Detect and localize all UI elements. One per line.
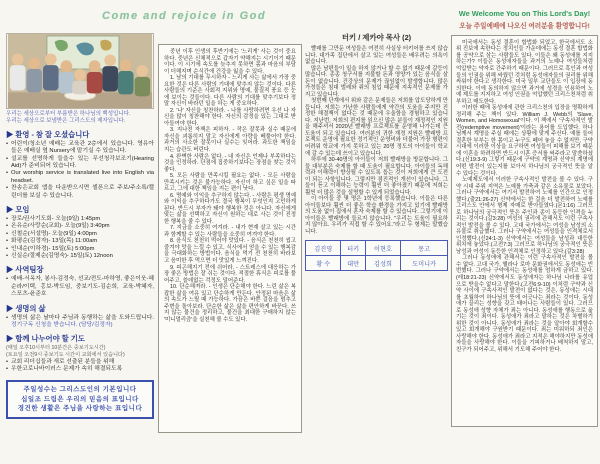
ministry-leaders-section (6, 265, 154, 298)
prayer-list (6, 359, 154, 374)
life-of-life-list (6, 315, 154, 330)
life-of-life-highlight: 정기구독 신청을 받습니다. (담당/김정자) (11, 322, 113, 329)
homosexuality-paragraph: 그러나 동성애에 관해서는 이런 구속사적인 발전을 볼 수 없다. 고대 국가, 헬라나 로마 문화권에서도 동성애는 빈번했다. 그러나 구약에서는 동성애를 엄하게 금하고 있다.(레18:21-23) 신약에서도 동성애자는 하나님 나라를 유업으로 받을수 없다고 말한다.(고전6:9-10) 이처럼 구약과 신약 사이에 구속사적인 발전이 없다는 것은, 동성애는 시대를 초월하여 하나님의 뜻에 어긋나는 죄라는 것이다. 동성애가 끌리는 성향을 갖고 태어나는 사람들이 있다. 그러므로 동성애 성향 자체가 죄는 아니다. 동성애를 행동으로 옮기는 것이 죄이다. 동성애가 죄라고 말하는 것은 차별하기 위한 것이 아니다. 동성애가 죄라는 것을 알아야 회개할수 있고 회개해야 구원받기 때문이다. 죄는 미워하되 죄인은 사랑해야 한다. 동성애가 죄라고 지적은 해야하지만 동성애자들을 사랑해야 한다. 이들을 기피하거나 배척하지 말고, 친구가 되어주고, 위해서 기도해 주어야 한다. (456, 255, 593, 353)
slow-life-paragraph: 5. 모든 사람을 만족시킬 필요는 없다. - 모든 사람을 만족시키는 것은 불가능하다. 자신이 하고 싶은 일을 따르고, 그에 대한 책임을 지는 편이 낫다. (164, 173, 296, 193)
missionary-name: 이현호 (365, 241, 400, 256)
life-of-life-item (6, 315, 154, 330)
life-of-life-section (6, 304, 154, 330)
slow-life-paragraph: 6. 명예와 이익을 추구하지 않는다. - 사람은 평생 명예와 이익을 추구하다가도 결국 행복이 무엇인지 고민하게 된다. 반드시 부자가 돼야 행복한 것은 아니다. 자신에게 맞는 삶을 선택하고 자신이 원하는 대로 사는 것이 진정한 행복을 줄 수 있다. (164, 192, 296, 225)
welcome-section-title: ▶ 환영 - 참 잘 오셨습니다 (6, 129, 90, 139)
slow-life-paragraph: 9. 피곤해지기 전에 쉬어라. - 스트레스에 대응하는 가장 좋은 방법은 잘 쉬는 것이다. 적절한 휴식은 피로를 풀어주고, 쓸데없는 걱정도 덜어준다. (164, 264, 296, 284)
prayer-section-title: ▶ 함께 나누어야 할 기도 (6, 334, 85, 344)
meeting-item: • 신철순(서설명)- 오늘(9일) 4:00pm (6, 231, 154, 238)
table-row (306, 256, 448, 271)
slow-life-paragraph: 8. 음식도 천천히 먹어야 맛있다. - 음식은 천천히 씹고 즐겨야 맛을 느낄 수 있고, 식사에서 얻을 수 있는 행복감을 극대화하는 방법이다. 음식을 먹기 전 천천히 바라보고 음미한 후 먹으면 더 맛있게 느껴진다. (164, 238, 296, 264)
missionary-column (305, 32, 448, 462)
missionaries-table (305, 240, 448, 271)
prayer-item: • 우한코로나바이러스 문제가 속히 해결되도록 (6, 366, 154, 373)
life-of-life-title: ▶ 생명의 삶 (6, 303, 46, 313)
slow-life-paragraph: 4. 완벽한 사람은 없다. - 내 자신은 언제나 부족하다는 것을 인정하라. 단점에 집중하기보다는 장점을 찾는 것이 좋다. (164, 153, 296, 173)
missionary-article-title: 터키 / 제카야 목사 (2) (341, 33, 412, 42)
prayer-note-1: (매일 오후10시부터 10분간은 중보기도시간) (6, 345, 106, 352)
welcome-item: • 찬송은교회 앱을 다운받으시면 셀폰으로 주보/주소록/캘린더를 보실 수 있습니다. (6, 185, 154, 200)
meeting-item: • 온유순/사랑순(교회)- 오늘(9일) 3:40pm (6, 223, 154, 230)
pledge-box (6, 380, 154, 419)
welcome-header-korean: 오늘 주일예배에 나오신 여러분을 환영합니다! (459, 22, 590, 30)
welcome-item: • 설교를 선명하게 들을수 있는 무선청각보조기(Hearing Aid)가 준비되어 있습니다. (6, 156, 154, 171)
bulletin-banner: Come and rejoice in God (102, 10, 267, 22)
missionary-name: 황 수 (306, 256, 341, 271)
missionary-name: 김진영 (306, 241, 341, 256)
slow-life-article-box (158, 44, 302, 433)
pledge-line-1: 주일성수는 그리스도인의 기본입니다 (23, 385, 137, 393)
missionary-name: 김성희 (365, 256, 400, 271)
slow-life-paragraph: 중년 이후 인생의 후반기에는 '느리게' 사는 것이 중요하다. 중년은 신체적으로 갑자기 약해지는 시기이기 때문이다. 이 시기에 속도를 늦추지 못하면 몸과 마음의 부담이 더해지며 순식간에 건강을 잃을 수 있다. (164, 49, 296, 75)
meeting-item: • 신실순/절제순(김명숙)- 15일(토) 12noon (6, 253, 154, 260)
pledge-line-2: 십일조 드림은 우리의 믿음의 표입니다 (21, 395, 139, 403)
missionary-paragraph: 빨래를 그만둔 여성들은 여전히 사실상 터키어를 쓰지 않습니다. 대가족 집단에서 살고 있는 여성들은 배우려는 의욕이 없습니다. (305, 46, 448, 66)
meetings-section-title: ▶ 모임 (6, 205, 30, 214)
left-column (6, 33, 154, 419)
missionary-paragraph: 이 아이들 중 몇 명은 1학년에 등록했습니다. 이들은 다른 아이들보다 훨씬 더 좋은 학습 환경을 가지고 있기에 빨래방의 도움 없이 집에서 혼자 숙제를 할 수 있습니다. 그렇기에 이 아이들은 빨래방에 들르지 않습니다. "우리는 도움이 필요하지 않아요. 우리가 직접 할 수 있어요."라고 두 형제는 말했습니다. (305, 196, 448, 235)
photo-caption-line1: 우리는 세상으로부터 부름받은 하나님의 백성입니다. (6, 111, 131, 117)
meeting-item: • 화평순(김정자)- 13일(목) 11:00am (6, 238, 154, 245)
missionary-country: 터키 (341, 241, 365, 256)
homosexuality-paragraph: 이러한 때에 동성애에 관한 크리스천의 입장을 명확하게 정리해 주는 책이 있다. William J. Webb의 'Slave, Women, and Homosexual'이다. 이 책에서 '구속사적인 발전(redemptive movement)'이라는 용어를 도입했다. 하나님께서 계명을 주실 때에는 상황에 맞게 주신다. 예를 들어 결혼한 부부는 한 몸이고 누구도 떼어 놓을 수 없지만, 구약 시대에 이러한 이상을 요구하면 여성들이 피해를 보기 때문에 이혼을 하려하면 반드시 이혼 증서를 써주라고 말씀하셨다.(신19:3-9) 그렇기 때문에 구약의 계명과 신약의 계명에 어떤 발전이 있는지를 보아서 하나님의 궁극적인 뜻을 알 수 있다는 것이다. (456, 105, 593, 177)
missionary-paragraph: 많은 남편들이 일을 하지 않거나 할 수 없기 때문에 갈등이 많습니다. 종종 청구서를 지불할 돈과 영양가 있는 음식을 살 돈이 없습니다. 건강상의 문제가 끊임없이 발생합니다. 많은 가정들은 침대 벌레와 쥐의 침입 때문에 지속적인 문제를 가지고 있습니다. (305, 65, 448, 98)
meeting-item: • 장로/권사기도회- 오늘(9일) 1:45pm (6, 216, 154, 223)
homosexuality-paragraph: 미국에서는 동성 결혼이 합법화 되었고, 한국에서도 소위 진보에 속한다는 정치인들 가운데에는 동성 결혼 합법화를 공약으로 삼는 사람들도 있다. 이들은 왜 동성애를 지지하는가? 이들은 동성애자들을 과거의 노예나 여성들처럼 억압받는 약자로 간주하기 때문이다. 그러므로 흑인과 여성들의 인권을 위해 싸웠던 것처럼 동성애자들의 권리를 위해 싸워야 한다고 생각한다. 미국 일부 교단들도 이 입장에 동의한다. 이에 동의하지 않으면 과거에 성경을 인용하여 노예 제도를 지지하고 여성 인권을 억압했던 크리스천처럼 취부하고 매도한다. (456, 39, 593, 105)
missionary-country: 도미니카 (401, 256, 448, 271)
photo-caption-line2: 우리는 세상으로 보냄받은 그리스도의 제자입니다. (6, 117, 126, 124)
welcome-header-english: We Welcome You on This Lord's Day! (458, 9, 591, 18)
ministry-leaders-title: ▶ 사역팀장 (6, 265, 44, 275)
welcome-item: • 어린이/청소년 예배는 교육관 2층에서 있습니다. 영유아들은 예배실 옆 Nursery에 맡기실 수 있습니다. (6, 141, 154, 156)
slow-life-paragraph: 3. 지나친 자책은 피하자. - 작은 잘못과 실수 때문에 자신을 괴롭히지 말고 자신에게 아량을 베풀어야 한다. 과거의 사소한 잘못이나 실수는 잊어라. 과도한 책임을 지는 습관도 버린다. (164, 127, 296, 153)
meetings-list (6, 216, 154, 260)
slow-life-paragraph: 2. '나' 자신을 칭찬하라. - 나를 사랑하려면 우선 나 자신을 많이 칭찬해야 한다. 자신의 감정을 있는 그대로 받아들여야 한다. (164, 107, 296, 127)
ministry-leaders-list (6, 276, 154, 298)
prayer-note-2: (토요일 오전9시 중보기도 시간이 교회에서 있습니다) (6, 352, 125, 359)
table-row (306, 241, 448, 256)
welcome-item-english: • Our worship service is translated live into English via headset. (6, 170, 154, 185)
life-of-life-text: 생명의 삶은 날마다 주님과 동행하는 삶을 도와드립니다. (11, 314, 154, 321)
prayer-section (6, 334, 154, 373)
meeting-item: • 인내순(이하경)- 15일(토) 5:00pm (6, 246, 154, 253)
slow-life-paragraph: 7. 지금을 소중히 여겨라. - 내가 현재 살고 있는 시간과 함께할 수 있는 사람들을 소중히 여겨야 한다. (164, 225, 296, 238)
missionary-country: 대만 (341, 256, 365, 271)
slow-life-paragraph: 10. 단순해져라. - 인생은 단순해야 한다. 느린 삶은 복잡한 삶을 여유 있고 단순하게 만든다. 안정된 마음은 삶의 속도가 느릴 때 가능하다. 가끔은 바쁜 걸음을 멈추고 주변을 돌아보라. 단순한 삶은 삶을 편안하게 바꾼다. 쓰지 않는 물건을 정리하고, 물건을 최대한 구매하지 않는 '미니멀리즘'을 실천해 볼 수도 있다. (164, 284, 296, 323)
missionary-country: 몽고 (401, 241, 448, 256)
missionary-paragraph: 첫번째 단계에서 위와 같은 문제들은 저희를 압도당하게 만듭니다. 저희는 가난한 사람들에게 약간의 도움을 주지만 진정한 해결책이 없다는 것 때문에 우울함을 경험하고 있습니다. 지난번, 저희의 편지를 읽으신 많은 분들이 재정적인 지원을 해주셔서 2020년 빨래방 프로젝트를 운영해 나가는데 큰 도움이 되고 있습니다. 여러분의 귀한 재정 지원은 빨래방 프로젝트 운영에 필요한 정기적인 운영비와 더불어 가장 형편이 어려워 학교에 가지 못하고 있는 20명 정도의 아이들이 학교에 갈 수 있는데 쓰이고 있습니다. (305, 98, 448, 157)
welcome-section (6, 130, 154, 200)
welcome-list (6, 141, 154, 200)
meetings-section (6, 205, 154, 260)
ministry-leaders-item: • 예배-서옥자, 봉사-김정숙, 선교/전도-마하영, 좋은이웃-혜순라/이택, 홍보-박도임, 중보기도-김순희, 교육-박혜자, 스포츠-윤준호 (6, 276, 154, 298)
prayer-item: • 교회 리더십들과 새로 선출된 분들을 위해 (6, 359, 154, 366)
right-column (451, 10, 598, 427)
missionary-paragraph: 하루에 30-40명의 아이들이 저희 빨래방을 방문합니다. 그들 대부분은 숙제를 할 때 도움이 필요합니다. 아이들의 독해력과 이해력이 향상될 수 있도록 돕는 것이 저희에게 큰 도전이 되는 사항입니다. 그렇지만 점진적인 개선이 있습니다. 그들이 듣고 이해하는 능력이 훨씬 더 좋아졌기 때문에 저희는 훨씬 더 많은 것을 설명할 수 있게 되었습니다. (305, 157, 448, 196)
pledge-line-3: 경건한 생활은 주님을 사랑하는 표입니다 (17, 405, 143, 413)
homosexuality-paragraph: 노예제도에서 이러한 구속사적인 발전을 볼 수 있다. 구약 시대 주위 지역은 노예를 가축과 같은 소유물로 보았다. 그러나 구약에서는 여기서 발전하여 노예를 인간으로 인정했다.(출21:26-27) 신약에서는 한 걸음 더 발전하여 노예를 그리스도 안에서 형제 자매로 받아들였다.(몬1:16) 그러므로 하나님의 궁극적인 뜻은 주인과 종이 동등한 인격을 누리는 것이다.(갈3:28) 여성의 권리에 관해서도 이런 구속사적인 발전을 볼 수 있다. 고대 국가에서는 여성을 남성의 소유물로 취급했다. 그러나 구약에서는 여성들을 인격체로서 인정했다.(신24:1-3) 신약에서는 여성들을 남성과 대등한 위치에 놓았다.(고전7:3) 그러므로 하나님의 궁극적인 뜻은 남성과 여성이 동등한 인격체로 인정하고 있다.(갈3:28) (456, 177, 593, 255)
slow-life-paragraph: 1. 남의 기대를 무시하자 - 느리게 사는 삶에서 가장 중요한 것은 다른 사람의 기대에 맞추지 않는 것이다. 다른 사람들의 기준은 사회적 지위와 명예, 물질적 풍요 등 눈에 보이는 것들이다. 다른 사람의 기대를 맞추기보다 정말 자신이 바라던 일을 하는 게 중요하다. (164, 75, 296, 108)
group-photo (6, 33, 154, 109)
homosexuality-article-box (451, 35, 598, 427)
photo-caption (6, 111, 154, 125)
